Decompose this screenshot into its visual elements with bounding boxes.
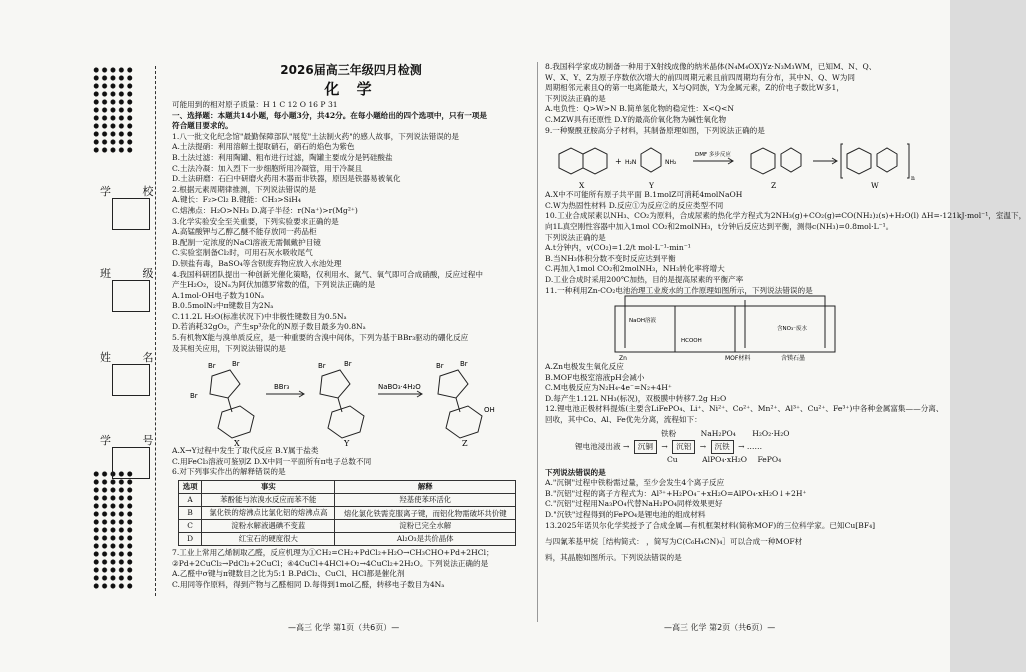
- table-cell: 淀粉水解液遇碘不变蓝: [202, 520, 335, 533]
- text-line: C.熔沸点：H₂O>NH₃ D.离子半径：r(Na⁺)>r(Mg²⁺): [172, 205, 358, 215]
- text-line: D.钡盐有毒，BaSO₄等含钡废弃物应放入水池处理: [172, 258, 342, 268]
- text-line: 8.我国科学家成功制备一种用于X射线成像的纳米晶体(N₄M₄OX)Yz·N₃M₃WM，已知M、N、Q、: [545, 62, 877, 71]
- label-w: W: [871, 181, 879, 191]
- q9-polymer-scheme: [545, 136, 923, 190]
- text-line: 可能用到的相对原子质量：H 1 C 12 O 16 P 31: [172, 100, 338, 109]
- text-line: A.土法提硝：利用溶解土提取硝石，硝石的焰色为紫色: [172, 142, 355, 152]
- molecule-x: [559, 148, 583, 174]
- svg-text:H₂N: H₂N: [625, 159, 637, 167]
- text-line: 2.根据元素周期律推测，下列说法错误的是: [172, 184, 316, 194]
- svg-text:Br: Br: [460, 360, 468, 369]
- molecule-y-ring: [320, 370, 350, 398]
- table-row: [179, 494, 516, 507]
- table-row: [179, 507, 516, 520]
- text-line: 13.2025年诺贝尔化学奖授予了合成金属—有机框架材料(简称MOF)的三位科学家。已知Cu[BF₄]: [545, 520, 876, 530]
- text-line: A.乙醛中σ键与π键数目之比为5:1 B.PdCl₂、CuCl、HCl都是催化剂: [172, 569, 405, 579]
- text-line: W、X、Y、Z为原子序数依次增大的前四周期元素且前四周期均有分布，其中N、Q、W为同: [545, 72, 855, 82]
- table-cell: 淀粉已完全水解: [335, 520, 516, 533]
- text-line: 5.有机物X能与溴单质反应，是一种重要的含溴中间体，下列为基于BBr₃驱动的硼化反应: [172, 333, 469, 343]
- molecule-z-ring: [438, 370, 468, 398]
- option-line: D.每产生1.12L NH₃(标况)，双极膜中转移7.2g H₂O: [545, 393, 727, 403]
- text-line: D.工业合成时采用200℃加热，目的是提高尿素的平衡产率: [545, 274, 744, 284]
- text-line: 周期相邻元素且Q的第一电离能最大，X与Q同族，Y为金属元素，Z的价电子数比W多1，: [545, 83, 844, 93]
- q5-reaction-scheme: [182, 354, 522, 449]
- text-line: B.配制一定浓度的NaCl溶液无需佩戴护目镜: [172, 237, 321, 247]
- table-cell: 氯化铁的熔沸点比氯化铝的熔沸点高: [202, 507, 335, 520]
- text-line: A.高锰酸钾与乙醇乙醚不能存放同一药品柜: [172, 227, 317, 237]
- text-line: C.用同等作原料，得到产物与乙醛相同 D.每得到1mol乙醛，转移电子数目为4Nₐ: [172, 579, 445, 589]
- text-line: 一、选择题：本题共14小题，每小题3分，共42分。在每小题给出的四个选项中，只有一项是: [172, 110, 487, 120]
- option-line: 下列说法错误的是: [545, 467, 606, 477]
- text-line: 料，其晶胞如图所示。下列说法错误的是: [545, 553, 682, 563]
- exam-title: 2026届高三年级四月检测: [280, 63, 422, 77]
- text-line: 7.工业上常用乙烯制取乙醛，反应机理为①CH₂=CH₂+PdCl₂+H₂O→CH₃CHO+Pd+2HCl；: [172, 548, 494, 558]
- option-line: A.X中不可能所有原子共平面 B.1molZ可消耗4molNaOH: [545, 190, 743, 200]
- svg-text:Br: Br: [208, 362, 216, 371]
- table-cell: A: [179, 494, 202, 507]
- product: Cu: [667, 454, 678, 464]
- flow-start: 锂电池浸出液: [575, 441, 621, 451]
- seal-line: [155, 66, 156, 596]
- step-box: 沉铝: [672, 440, 695, 454]
- text-line: 1.八一批文化纪念馆"最勤保障部队"展览"土法制火药"的感人故事，下列说法错误的是: [172, 131, 459, 141]
- table-cell: C: [179, 520, 202, 533]
- name-box[interactable]: [112, 364, 150, 396]
- text-line: C.11.2L H₂O(标准状况下)中非极性键数目为0.5Nₐ: [172, 311, 347, 321]
- option-line: A."沉铜"过程中铁粉需过量，至少会发生4个离子反应: [545, 478, 725, 488]
- product: FePO₄: [757, 454, 782, 464]
- molecule-z: [751, 148, 775, 174]
- option-line: C.M电极反应为N₂H₄-4e⁻=N₂+4H⁺: [545, 383, 672, 393]
- label-mof: MOF材料: [725, 355, 751, 363]
- text-line: 与四氰苯基甲烷［结构简式： ，简写为C(C₆H₄CN)₄］可以合成一种MOF材: [545, 537, 803, 547]
- text-line: 9.一种聚酰亚胺高分子材料，其制备原理如图，下列说法正确的是: [545, 125, 765, 135]
- text-line: C.再加入1mol CO₂和2molNH₃，NH₃转化率将增大: [545, 264, 725, 274]
- text-line: C.土法冷凝：加入烈下一步细胞所用冷凝管，用于冷凝且: [172, 163, 363, 173]
- text-line: B.土法过滤：利用陶罐、粗布进行过滤，陶罐主要成分是钙硅酸盐: [172, 152, 393, 162]
- page-footer-2: —高三 化学 第2页（共6页）—: [664, 623, 776, 632]
- molecule-x-benzene: [218, 406, 254, 438]
- text-line: D.若消耗32gO₂，产生sp³杂化的N原子数目最多为0.8Nₐ: [172, 322, 366, 332]
- text-line: 3.化学实验安全至关重要，下列实验要求正确的是: [172, 216, 339, 226]
- label-hcooh: HCOOH: [681, 338, 702, 345]
- table-header-row: [179, 481, 516, 494]
- table-header: 选项: [179, 481, 202, 494]
- reagent: NaH₂PO₄: [700, 428, 736, 438]
- svg-text:Br: Br: [344, 360, 352, 369]
- id-box[interactable]: [112, 447, 150, 479]
- table-header: 事实: [202, 481, 335, 494]
- molecule-w: [847, 148, 871, 174]
- label-z: Z: [771, 181, 777, 191]
- class-box[interactable]: [112, 280, 150, 312]
- table-cell: 红宝石的硬度很大: [202, 533, 335, 546]
- reagent-2: NaBO₃·4H₂O: [378, 383, 421, 392]
- text-line: B.0.5molN₂中π键数目为2Nₐ: [172, 301, 274, 311]
- table-header: 解释: [335, 481, 516, 494]
- text-line: D.土法研磨：石臼中研磨火药用木器而非铁器，原因是铁器易被氧化: [172, 174, 401, 184]
- q6-stem: 6.对下列事实作出的解释错误的是: [172, 467, 286, 477]
- text-line: 产生H₂O₂，设Nₐ为阿伏加德罗常数的值，下列说法正确的是: [172, 280, 376, 290]
- svg-text:OH: OH: [484, 406, 495, 415]
- text-line: 下列说法正确的是: [545, 93, 606, 103]
- table-cell: 羟基使苯环活化: [335, 494, 516, 507]
- option-line: D."沉铁"过程得到的FePO₄是锂电池的组成材料: [545, 510, 706, 520]
- table-row: [179, 533, 516, 546]
- text-line: A.1mol-OH电子数为10Nₐ: [172, 290, 264, 300]
- option-line: B.MOF电极室溶液pH会减小: [545, 372, 645, 382]
- molecule-y-benzene: [328, 406, 364, 438]
- page-2: [545, 62, 1026, 622]
- text-line: B.当NH₃体积分数不变时反应达到平衡: [545, 253, 676, 263]
- label-wastewater: 含NO₃⁻废水: [777, 326, 808, 333]
- table-cell: 熔化氯化铁需克服离子键，而铝化物需破坏共价键: [335, 507, 516, 520]
- label-y: Y: [649, 181, 654, 191]
- binding-dots-top: [92, 66, 134, 154]
- school-box[interactable]: [112, 198, 150, 230]
- q12-flowchart: 铁粉 NaH₂PO₄ H₂O₂·H₂O 锂电池浸出液 → 沉铜 → 沉铝 → 沉铁 → …… Cu AlPO₄·xH₂O FePO₄: [575, 428, 790, 464]
- text-line: 向1L真空刚性容器中加入1mol CO₂和2molNH₃，t分钟后反应达到平衡，测得c(NH₃)=0.8mol·L⁻¹。: [545, 221, 894, 231]
- exam-subject: 化 学: [324, 80, 378, 98]
- text-line: C.实验室制备Cl₂时，可用石灰水吸收尾气: [172, 248, 313, 258]
- label-x: X: [579, 181, 585, 191]
- label-y: Y: [344, 439, 350, 449]
- label-z: Z: [462, 439, 468, 449]
- label-x: X: [234, 439, 240, 449]
- table-cell: B: [179, 507, 202, 520]
- reagent: H₂O₂·H₂O: [752, 428, 790, 438]
- reagent-1: BBr₃: [274, 383, 290, 392]
- text-line: 12.锂电池正极材料提炼(主要含LiFePO₄、Li⁺、Ni²⁺、Co²⁺、Mn²⁺、Al³⁺、Cu²⁺、Fe³⁺)中各种金属富集——分离、: [545, 404, 944, 414]
- label-graphite: 含镁石墨: [781, 355, 806, 363]
- svg-text:+: +: [615, 157, 622, 167]
- page-1: [172, 62, 530, 622]
- step-box: 沉铁: [711, 440, 734, 454]
- external-wire: [625, 296, 825, 300]
- option-line: C."沉铝"过程用Na₃PO₄代替NaH₂PO₄同样效果更好: [545, 499, 723, 509]
- label-naoh: NaOH溶液: [629, 318, 656, 325]
- molecule-z-benzene: [446, 406, 482, 438]
- school-label: 学 校: [100, 185, 168, 198]
- q6-table: [178, 480, 516, 546]
- table-cell: 苯酚能与浓溴水反应而苯不能: [202, 494, 335, 507]
- product: AlPO₄·xH₂O: [702, 454, 748, 464]
- reagent: 铁粉: [661, 428, 677, 438]
- molecule-y: [641, 148, 661, 172]
- svg-text:Br: Br: [190, 392, 198, 401]
- text-line: 及其相关应用，下列说法错误的是: [172, 343, 286, 353]
- step-box: 沉铜: [634, 440, 657, 454]
- text-line: ②Pd+2CuCl₂→PdCl₂+2CuCl；④4CuCl+4HCl+O₂→4CuCl₂+2H₂O。下列说法正确的是: [172, 558, 489, 568]
- table-cell: D: [179, 533, 202, 546]
- text-line: 符合题目要求的。: [172, 121, 233, 131]
- text-line: 下列说法正确的是: [545, 232, 606, 242]
- text-line: 回收，其中Co、Al、Fe优先分离，流程如下：: [545, 415, 702, 425]
- option-line: C.W为热固性材料 D.反应①为反应②的反应类型不同: [545, 200, 724, 210]
- column-divider: [537, 62, 538, 622]
- reaction-condition: DMF 多步反应: [695, 152, 731, 159]
- binding-dots-bottom: [92, 470, 134, 590]
- page-footer-1: —高三 化学 第1页（共6页）—: [288, 623, 400, 632]
- q11-cell-diagram: [585, 296, 885, 362]
- class-label: 班 级: [100, 267, 168, 280]
- text-line: A.t分钟内，v(CO₂)=1.2/t mol·L⁻¹·min⁻¹: [545, 243, 691, 253]
- id-label: 学 号: [100, 434, 168, 447]
- option-line: A.X→Y过程中发生了取代反应 B.Y属于盐类: [172, 446, 319, 456]
- name-label: 姓 名: [100, 351, 168, 364]
- svg-text:n: n: [911, 175, 915, 183]
- label-zn: Zn: [619, 355, 627, 363]
- text-line: A.电负性：Q>W>N B.简单氢化物的稳定性：X<Q<N: [545, 104, 735, 114]
- text-line: C.MZW具有还原性 D.Y的最高价氧化物为碱性氧化物: [545, 114, 727, 124]
- option-line: C.用FeCl₃溶液可鉴别Z D.X中同一平面所有π电子总数不同: [172, 456, 372, 466]
- text-line: 11.一种利用Zn-CO₂电池治理工业废水的工作原理如图所示，下列说法错误的是: [545, 285, 813, 295]
- svg-text:Br: Br: [232, 360, 240, 369]
- option-line: B."沉铝"过程的离子方程式为：Al³⁺+H₂PO₄⁻+xH₂O=AlPO₄·xH₂O↓+2H⁺: [545, 488, 807, 498]
- table-row: [179, 520, 516, 533]
- text-line: 4.我国科研团队提出一种创新光催化策略，仅利用水、氮气、氧气即可合成硝酸，反应过程中: [172, 269, 483, 279]
- option-line: A.Zn电极发生氧化反应: [545, 362, 624, 372]
- svg-text:NH₂: NH₂: [665, 159, 677, 167]
- svg-text:Br: Br: [318, 362, 326, 371]
- text-line: 10.工业合成尿素以NH₃、CO₂为原料，合成尿素的热化学方程式为2NH₃(g)+CO₂(g)⇌CO(NH₂)₂(s)+H₂O(l) ΔH=-121kJ·mol⁻¹，室温下，: [545, 211, 1026, 221]
- text-line: A.键长：F₂>Cl₂ B.键能：CH₃>SiH₄: [172, 195, 301, 205]
- molecule-x-ring: [210, 370, 240, 398]
- table-cell: Al₂O₃是共价晶体: [335, 533, 516, 546]
- svg-text:Br: Br: [436, 362, 444, 371]
